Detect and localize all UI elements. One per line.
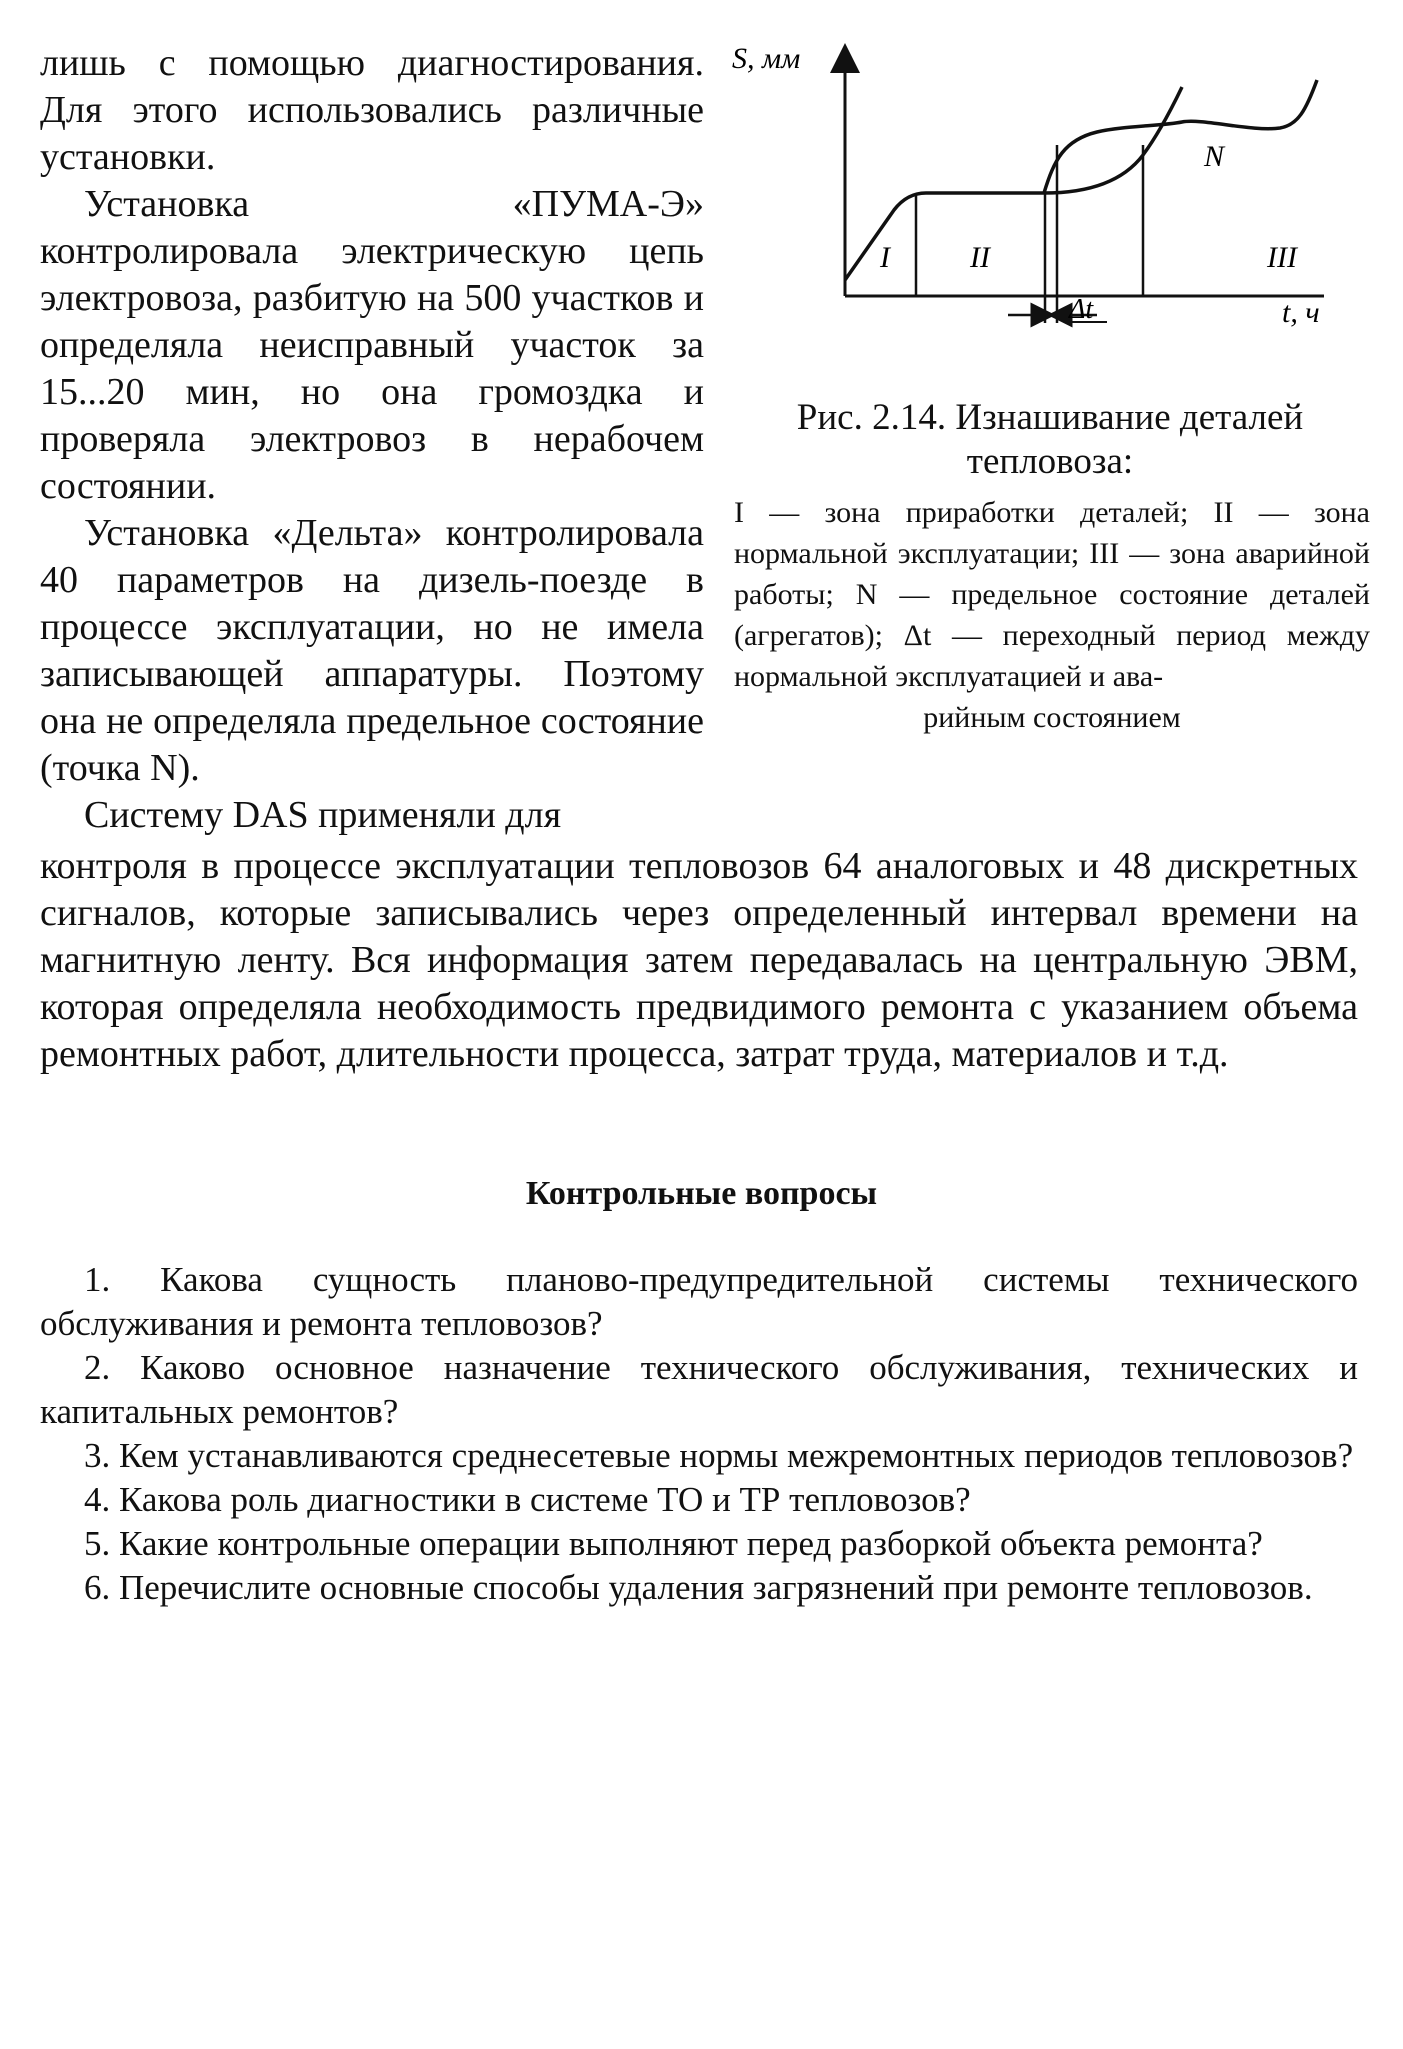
question-item: 3. Кем устанавливаются среднесетевые нормы межремонтных периодов тепловозов?: [84, 1436, 1354, 1475]
question-item: 5. Какие контрольные операции выполняют перед разборкой объекта ремонта?: [84, 1524, 1263, 1563]
left-column-text: [40, 40, 704, 839]
figure-wear-curve: [712, 40, 1372, 780]
paragraph: Установка «ПУМА-Э» контролировала электрическую цепь электровоза, разбитую на 500 участков и определяла неисправный участок за 15...20 мин, но она громоздка и проверяла электровоз в нерабочем состоянии.: [40, 183, 704, 507]
zone-label-II: II: [970, 241, 990, 274]
figure-caption: [730, 396, 1370, 484]
figure-legend: [734, 492, 1370, 738]
paragraph: Установка «Дельта» контролировала 40 параметров на дизель-поезде в процессе эксплуатации, но не имела записывающей аппаратуры. Поэтому она не определяла предельное состояние (точка N).: [40, 512, 704, 789]
figure-caption-line2: тепловоза:: [966, 441, 1134, 482]
question-item: 1. Какова сущность планово-предупредительной системы технического обслуживания и ремонта тепловозов?: [40, 1260, 1358, 1343]
y-axis-label: S, мм: [732, 42, 801, 75]
wear-curve-lower: [1044, 87, 1182, 193]
question-item: 2. Каково основное назначение технического обслуживания, технических и капитальных ремонтов?: [40, 1348, 1358, 1431]
figure-caption-line1: Рис. 2.14. Изнашивание деталей: [796, 397, 1304, 438]
delta-t-label: Δt: [1069, 294, 1094, 325]
full-width-text: [40, 843, 1358, 1078]
section-title: Контрольные вопросы: [525, 1175, 878, 1212]
figure-legend-text: I — зона приработки деталей; II — зона нормальной эксплуатации; III — зона аварийной работы; N — предельное состояние деталей (агрегатов); Δt — переходный период между нормальной эксплуатацией и ава-: [734, 496, 1370, 693]
paragraph: Систему DAS применяли для: [84, 794, 562, 836]
zone-label-III: III: [1267, 241, 1297, 274]
point-N-label: N: [1204, 140, 1225, 173]
paragraph-continuation: контроля в процессе эксплуатации тепловозов 64 аналоговых и 48 дискретных сигналов, которые записывались через определенный интервал времени на магнитную ленту. Вся информация затем передавалась на центральную ЭВМ, которая определяла необходимость предвидимого ремонта с указанием объема ремонтных работ, длительности процесса, затрат труда, материалов и т.д.: [40, 845, 1358, 1075]
questions-list: [40, 1258, 1358, 1610]
figure-legend-last-line: рийным состоянием: [923, 701, 1181, 734]
question-item: 6. Перечислите основные способы удаления загрязнений при ремонте тепловозов.: [84, 1568, 1313, 1607]
paragraph: лишь с помощью диагностирования. Для этого использовались различные установки.: [40, 42, 704, 178]
question-item: 4. Какова роль диагностики в системе ТО и ТР тепловозов?: [84, 1480, 971, 1519]
zone-label-I: I: [880, 241, 890, 274]
x-axis-label: t, ч: [1282, 296, 1320, 329]
wear-diagram: [712, 40, 1372, 400]
